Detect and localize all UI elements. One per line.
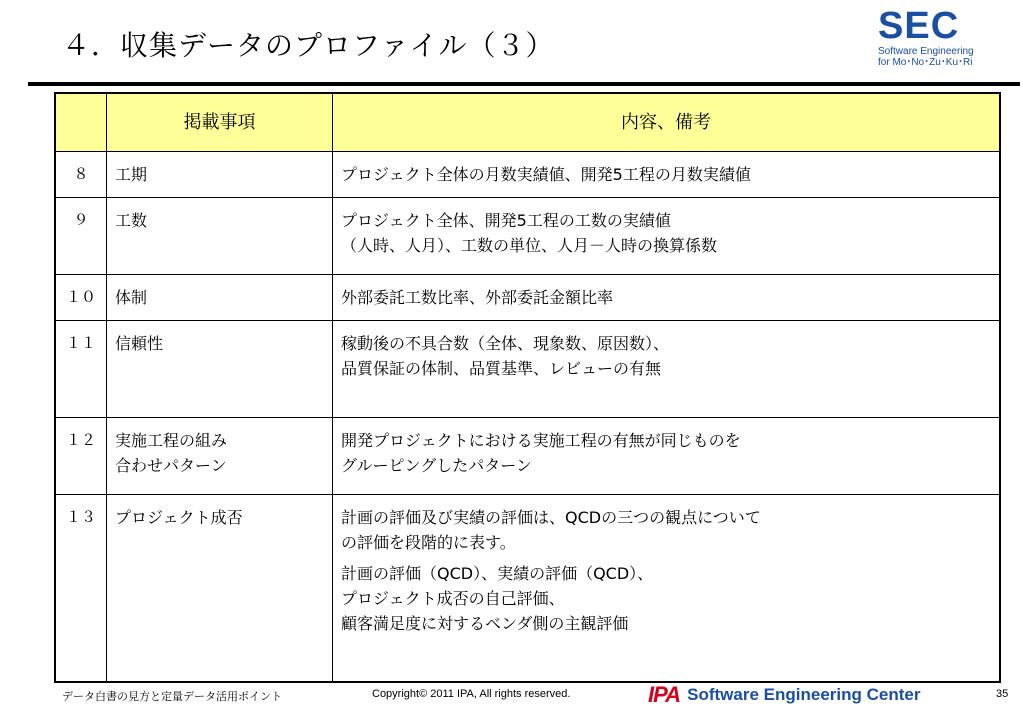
table-row bbox=[55, 198, 1000, 275]
title-divider bbox=[28, 82, 1020, 86]
footer-document-title: データ白書の見方と定量データ活用ポイント bbox=[62, 690, 282, 703]
table-row bbox=[55, 275, 1000, 321]
row-item-line: 体制 bbox=[115, 288, 148, 307]
page-number: 35 bbox=[996, 688, 1009, 700]
row-item bbox=[107, 152, 333, 198]
content-line: プロジェクト成否の自己評価、 bbox=[341, 589, 565, 608]
content-line: 開発プロジェクトにおける実施工程の有無が同じものを bbox=[341, 431, 741, 450]
row-number: １３ bbox=[55, 495, 107, 682]
row-item-line: 合わせパターン bbox=[115, 456, 227, 475]
row-number: ８ bbox=[55, 152, 107, 198]
table-row bbox=[55, 418, 1000, 495]
content-paragraph bbox=[341, 561, 991, 636]
content-line: プロジェクト全体、開発5工程の工数の実績値 bbox=[341, 211, 671, 230]
row-number: １１ bbox=[55, 321, 107, 418]
row-content bbox=[333, 495, 1001, 682]
row-item-line: 実施工程の組み bbox=[115, 431, 228, 450]
sec-logo-main: SEC bbox=[878, 5, 960, 47]
content-line: 計画の評価及び実績の評価は、QCDの三つの観点について bbox=[341, 508, 761, 527]
row-item-line: プロジェクト成否 bbox=[115, 508, 243, 527]
row-item-line: 工期 bbox=[115, 165, 148, 184]
row-item-line: 工数 bbox=[115, 211, 148, 230]
header-content: 内容、備考 bbox=[333, 93, 1001, 152]
ipa-logo bbox=[648, 682, 920, 708]
row-item bbox=[107, 418, 333, 495]
row-content bbox=[333, 418, 1001, 495]
footer-copyright: Copyright© 2011 IPA, All rights reserved. bbox=[372, 688, 571, 700]
page-title: ４．収集データのプロファイル（３） bbox=[62, 29, 555, 62]
row-item bbox=[107, 321, 333, 418]
header-item: 掲載事項 bbox=[107, 93, 333, 152]
profile-table bbox=[54, 92, 1001, 683]
content-paragraph bbox=[341, 428, 991, 478]
table-row bbox=[55, 152, 1000, 198]
row-content bbox=[333, 275, 1001, 321]
row-content bbox=[333, 152, 1001, 198]
row-item-line: 信頼性 bbox=[115, 334, 164, 353]
row-item bbox=[107, 495, 333, 682]
row-content bbox=[333, 198, 1001, 275]
row-item bbox=[107, 275, 333, 321]
content-paragraph bbox=[341, 505, 991, 555]
content-line: 顧客満足度に対するベンダ側の主観評価 bbox=[341, 614, 629, 633]
row-number: １０ bbox=[55, 275, 107, 321]
content-paragraph bbox=[341, 285, 991, 310]
content-line: 稼動後の不具合数（全体、現象数、原因数）、 bbox=[341, 334, 670, 353]
content-line: グルーピングしたパターン bbox=[341, 456, 532, 475]
content-line: 計画の評価（QCD）、実績の評価（QCD）、 bbox=[341, 564, 654, 583]
sec-logo-line2: for Mo･No･Zu･Ku･Ri bbox=[878, 57, 973, 68]
content-line: （人時、人月）、工数の単位、人月－人時の換算係数 bbox=[341, 236, 718, 255]
content-line: プロジェクト全体の月数実績値、開発5工程の月数実績値 bbox=[341, 165, 751, 184]
table-header-row bbox=[55, 93, 1000, 152]
table-body bbox=[55, 152, 1000, 682]
content-line: 外部委託工数比率、外部委託金額比率 bbox=[341, 288, 614, 307]
row-number: １２ bbox=[55, 418, 107, 495]
content-paragraph bbox=[341, 208, 991, 258]
content-line: 品質保証の体制、品質基準、レビューの有無 bbox=[341, 359, 662, 378]
ipa-logo-text: Software Engineering Center bbox=[687, 685, 921, 704]
table-row bbox=[55, 495, 1000, 682]
row-item bbox=[107, 198, 333, 275]
row-content bbox=[333, 321, 1001, 418]
content-paragraph bbox=[341, 331, 991, 381]
sec-logo-line1: Software Engineering bbox=[878, 46, 974, 57]
content-paragraph bbox=[341, 162, 991, 187]
ipa-logo-mark: IPA bbox=[648, 682, 681, 707]
row-number: ９ bbox=[55, 198, 107, 275]
header-no bbox=[55, 93, 107, 152]
content-line: の評価を段階的に表す。 bbox=[341, 533, 516, 552]
table-row bbox=[55, 321, 1000, 418]
sec-logo bbox=[878, 6, 1018, 68]
